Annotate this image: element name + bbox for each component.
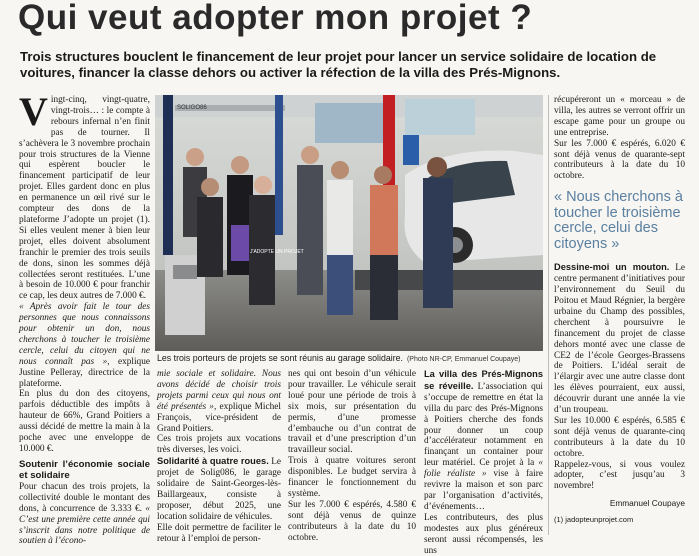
paragraph: Les contributeurs, des plus modestes aux plus généreux seront aussi récompensés, les uns (424, 512, 543, 556)
paragraph (19, 482, 150, 547)
paragraph-text: Pour chacun des trois projets, la collectivité double le montant des dons, à concurrence de 3.333 €. (19, 481, 150, 514)
sign-label: SOLIGO86 (177, 105, 207, 111)
photo-credit: (Photo NR-CP, Emmanuel Coupaye) (406, 356, 521, 363)
paragraph (554, 262, 685, 416)
paragraph: En plus du don des citoyens, parfois déductible des impôts à hauteur de 66%, Grand Poitiers a aussi décidé de mettre la main à la poche avec une enveloppe de 10.000 €. (19, 389, 150, 454)
paragraph (157, 456, 281, 522)
paragraph (19, 89, 150, 302)
garage-photo-illustration (155, 95, 543, 351)
paragraph: nes qui ont besoin d’un véhicule pour travailler. Le véhicule serait loué pour une période de trois à six mois, sur présentation du permis, d’une promesse d’embauche ou d’un contrat de travail et d’une prescription d’un travailleur social. (288, 369, 416, 456)
quote: « Après avoir fait le tour des personnes que nous connaissons pour obtenir un don, nous cherchons à toucher le troisième cercle, celui du citoyen qui ne nous connaît pas » (19, 302, 150, 367)
paragraph: récupéreront un « morceau » de villa, les autres se verront offrir un escape game pour un groupe ou une entreprise. (554, 95, 685, 138)
paragraph: Sur les 7.000 € espérés, 6.020 € sont déjà venus de quarante-sept contributeurs à la date du 10 octobre. (554, 138, 685, 182)
article-column-1 (19, 89, 150, 547)
paragraph: Trois à quatre voitures seront disponibles. Le budget servira à financer le fonctionnement du système. (288, 456, 416, 499)
article-column-2 (157, 369, 281, 545)
paragraph: Sur les 10.000 € espérés, 6.585 € sont déjà venus de quarante-cinq contributeurs à la date du 10 octobre. (554, 415, 685, 459)
drop-cap: V (19, 89, 48, 134)
article-photo (155, 95, 543, 351)
article-column-5 (554, 95, 685, 526)
column-divider (548, 95, 549, 535)
paragraph-text: vise à faire revivre la maison et son parc par l’organisation d’activités, d’événements… (424, 469, 543, 512)
paragraph-text: Le projet de Solig086, le garage solidaire de Saint-Georges-lès-Baillargeaux, consiste à proposer, début 2025, une location solidaire de véhicules. (157, 457, 281, 522)
paragraph (157, 369, 281, 434)
paragraph-text: ingt-cinq, vingt-quatre, vingt-trois… : le compte à rebours infernal n’en finit pas de tourner. Il s’achèvera le 3 novembre prochain pour trois structures de la Vienne qui espèrent boucler le financement participatif de leur projet. Elles gardent donc en plus en permanence un œil rivé sur le compteur des dons de la plateforme J’adopte un projet (1). Si elles veulent mener à bien leur projet, elles doivent absolument franchir le premier des trois seuils de dons, sinon les sommes déjà collectées seront restituées. L’une à besoin de 10.000 € pour franchir ce cap, les deux autres de 7.000 €. (19, 95, 150, 302)
quote: « C’est une première cette année qui s’inscrit dans notre politique de soutien à l’écono- (19, 503, 150, 547)
headline: Qui veut adopter mon projet ? (18, 0, 533, 37)
paragraph (19, 302, 150, 389)
poster-label: J'ADOPTE UN PROJET (250, 249, 304, 255)
author-signature: Emmanuel Coupaye (609, 498, 685, 509)
quote: « folie réaliste » (424, 458, 543, 480)
article-column-4 (424, 369, 543, 556)
deck-summary: Trois structures bouclent le financement de leur projet pour lancer un service solidaire de location de voitures, financer la classe dehors ou activer la réfection de la villa des Prés-Mignons. (20, 49, 657, 80)
paragraph-text: Le centre permanent d’initiatives pour l’environnement du Seuil du Poitou et Maud Régnier, la bergère urbaine du Champ des possibles, cherchent à poursuivre le financement du projet de classe dehors monté avec une classe de CE2 de l’école Georges-Brassens de Poitiers. L’idéal serait de l’élargir avec une autre classe dont les élèves pourraient, eux aussi, découvrir durant une année la vie d’un troupeau. (554, 263, 686, 416)
photo-caption (157, 353, 543, 363)
paragraph-text: , explique Justine Pelleray, directrice de la plateforme. (19, 356, 150, 389)
paragraph-text: L’association qui s’occupe de remettre en état la villa du parc des Prés-Mignons à Poitiers cherche des fonds pour donner un coup d’accélérateur notamment en finançant un container pour leur matériel. Ce projet à la (424, 381, 543, 469)
subheading: Soutenir l’économie sociale et solidaire (19, 458, 150, 481)
article-column-3 (288, 369, 416, 544)
quote: mie sociale et solidaire. Nous avons décidé de choisir trois projets parmi ceux qui nous ont été présentés » (157, 369, 281, 412)
paragraph: Ces trois projets aux vocations très diverses, les voici. (157, 434, 281, 456)
paragraph-text: , explique Michel François, vice-président de Grand Poitiers. (157, 401, 281, 434)
caption-text: Les trois porteurs de projets se sont réunis au garage solidaire. (157, 353, 403, 363)
pull-quote: « Nous cherchons à toucher le troisième cercle, celui des citoyens » (554, 189, 683, 252)
inline-subheading: La villa des Prés-Mignons se réveille. (424, 369, 543, 391)
inline-subheading: Solidarité à quatre roues. (157, 456, 269, 467)
paragraph: Elle doit permettre de faciliter le retour à l’emploi de person- (157, 522, 281, 544)
paragraph: Sur les 7.000 € espérés, 4.580 € sont déjà venus de quinze contributeurs à la date du 10 octobre. (288, 499, 416, 543)
paragraph: Rappelez-vous, si vous voulez adopter, c’est jusqu’au 3 novembre! (554, 459, 685, 492)
inline-subheading: Dessine-moi un mouton. (554, 262, 670, 273)
paragraph (424, 369, 543, 513)
footnote: (1) jadopteunprojet.com (554, 515, 634, 525)
